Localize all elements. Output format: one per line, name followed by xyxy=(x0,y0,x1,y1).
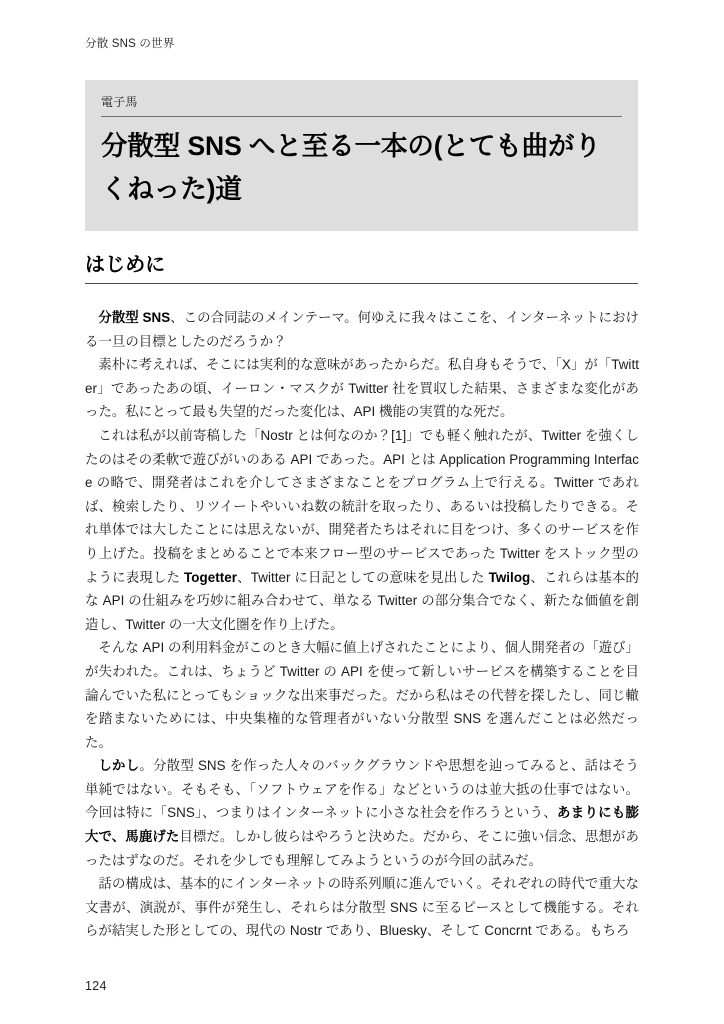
paragraph-text: 目標だ。しかし彼らはやろうと決めた。だから、そこに強い信念、思想があったはずなのだ。それを少しでも理解してみようというのが今回の試みだ。 xyxy=(85,829,639,868)
chapter-title: 分散型 SNS へと至る一本の(とても曲がりくねった)道 xyxy=(101,131,601,204)
section-heading-divider xyxy=(85,283,638,284)
body-paragraph xyxy=(85,424,639,636)
section-heading-label: はじめに xyxy=(85,254,166,276)
body-paragraph xyxy=(85,353,639,424)
emphasis-text: Togetter xyxy=(184,569,237,585)
paragraph-text: 、この合同誌のメインテーマ。何ゆえに我々はここを、インターネットにおける一旦の目標としたのだろうか？ xyxy=(85,310,639,349)
body-text xyxy=(85,306,639,943)
paragraph-text: 。分散型 SNS を作った人々のバックグラウンドや思想を辿ってみると、話はそう単純ではない。そもそも、「ソフトウェアを作る」などというのは並大抵の仕事ではない。今回は特に「SNS」、つまりはインターネットに小さな社会を作ろうという、 xyxy=(85,758,640,821)
body-paragraph xyxy=(85,754,639,872)
paragraph-text: これは私が以前寄稿した「Nostr とは何なのか？[1]」でも軽く触れたが、Twitter を強くしたのはその柔軟で遊びがいのある API であった。API とは Application Programming Interface の略で、開発者はこれを介してさまざまなことをプログラム上で行える。Twitter であれば、検索したり、リツイートやいいね数の統計を取ったり、あるいは投稿したりできる。それ単体では大したことには思えないが、開発者たちはそれに目をつけ、多くのサービスを作り上げた。投稿をまとめることで本来フロー型のサービスであった Twitter をストック型のように表現した xyxy=(85,427,639,585)
emphasis-text: あまりにも膨大で、馬鹿げた xyxy=(85,805,639,845)
section-heading xyxy=(85,252,638,284)
paragraph-text: 素朴に考えれば、そこには実利的な意味があったからだ。私自身もそうで、「X」が「Twitter」であったあの頃、イーロン・マスクが Twitter 社を買収した結果、さまざまな変化があった。私にとって最も失望的だった変化は、API 機能の実質的な死だ。 xyxy=(85,357,639,420)
body-paragraph xyxy=(85,636,639,754)
paragraph-text: 、Twitter に日記としての意味を見出した xyxy=(237,569,489,585)
emphasis-text: Twilog xyxy=(488,569,531,585)
byline-divider xyxy=(101,116,622,117)
emphasis-text: しかし xyxy=(98,758,140,774)
chapter-title-block xyxy=(85,80,638,231)
page-number: 124 xyxy=(85,979,107,993)
body-paragraph xyxy=(85,306,639,353)
running-head: 分散 SNS の世界 xyxy=(85,38,175,50)
paragraph-text: そんな API の利用料金がこのとき大幅に値上げされたことにより、個人開発者の「遊び」が失われた。これは、ちょうど Twitter の API を使って新しいサービスを構築することを目論んでいた私にとってもショックな出来事だった。だから私はその代替を探したし、同じ轍を踏まないためには、中央集権的な管理者がいない分散型 SNS を選んだことは必然だった。 xyxy=(85,640,639,750)
paragraph-text: 話の構成は、基本的にインターネットの時系列順に進んでいく。それぞれの時代で重大な文書が、演説が、事件が発生し、それらは分散型 SNS に至るピースとして機能する。それらが結実した形としての、現代の Nostr であり、Bluesky、そして Concrnt である。もちろ xyxy=(85,876,639,939)
emphasis-text: 分散型 SNS xyxy=(98,310,171,325)
paragraph-text: 、これらは基本的な API の仕組みを巧妙に組み合わせて、単なる Twitter の部分集合でなく、新たな価値を創造し、Twitter の一大文化圏を作り上げた。 xyxy=(85,569,639,632)
author-byline: 電子馬 xyxy=(101,95,138,109)
body-paragraph xyxy=(85,872,639,943)
